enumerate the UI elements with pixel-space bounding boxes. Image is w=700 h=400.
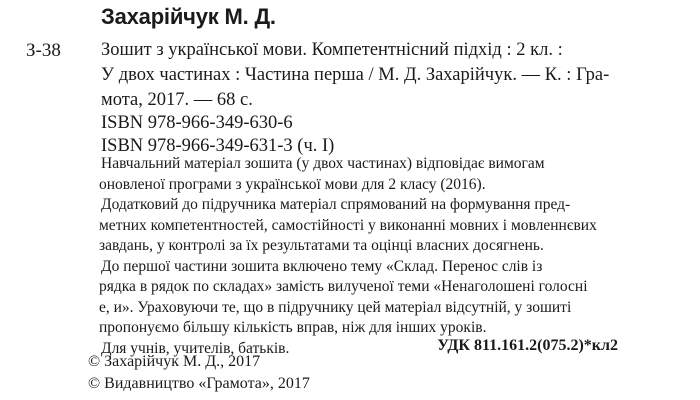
isbn-line: ISBN 978-966-349-630-6: [101, 113, 293, 133]
classification-code: З-38: [26, 40, 61, 61]
copyright-line: © Видавництво «Грамота», 2017: [88, 375, 310, 392]
description-line: У двох частинах : Частина перша / М. Д. Захарійчук. — К. : Гра-: [101, 65, 610, 85]
annotation-line: завдань, у контролі за їх результатами та оцінці власних досягнень.: [99, 237, 544, 254]
annotation-line: е, и». Ураховуючи те, що в підручнику цей матеріал відсутній, у зошиті: [99, 298, 572, 316]
description-line: мота, 2017. — 68 с.: [101, 90, 253, 110]
copyright-block: [88, 351, 310, 395]
udc-code: УДК 811.161.2(075.2)*кл2: [437, 337, 618, 354]
annotation-text: [101, 154, 601, 359]
annotation-line: Для учнів, учителів, батьків.: [101, 339, 290, 357]
bibliographic-description: [101, 38, 611, 113]
isbn-block: [101, 112, 334, 158]
annotation-line: Додатковий до підручника матеріал спрямований на формування пред-: [101, 196, 571, 213]
annotation-line: рядка в рядок по складах» замість вилученої теми «Ненаголошені голосні: [99, 278, 588, 295]
annotation-line: Навчальний матеріал зошита (у двох частинах) відповідає вимогам: [101, 155, 545, 172]
copyright-line: © Захарійчук М. Д., 2017: [88, 353, 261, 370]
annotation-line: пропонуємо більшу кількість вправ, ніж для інших уроків.: [99, 319, 487, 336]
annotation-line: До першої частини зошита включено тему «Склад. Перенос слів із: [101, 257, 543, 275]
isbn-line: ISBN 978-966-349-631-3 (ч. І): [101, 136, 335, 156]
description-line: Зошит з української мови. Компетентнісний підхід : 2 кл. :: [101, 40, 563, 60]
annotation-line: оновленої програми з української мови для 2 класу (2016).: [99, 175, 486, 193]
author-heading: Захарійчук М. Д.: [101, 4, 276, 29]
annotation-line: метних компетентностей, самостійності у виконанні мовних і мовленнєвих: [99, 216, 597, 234]
